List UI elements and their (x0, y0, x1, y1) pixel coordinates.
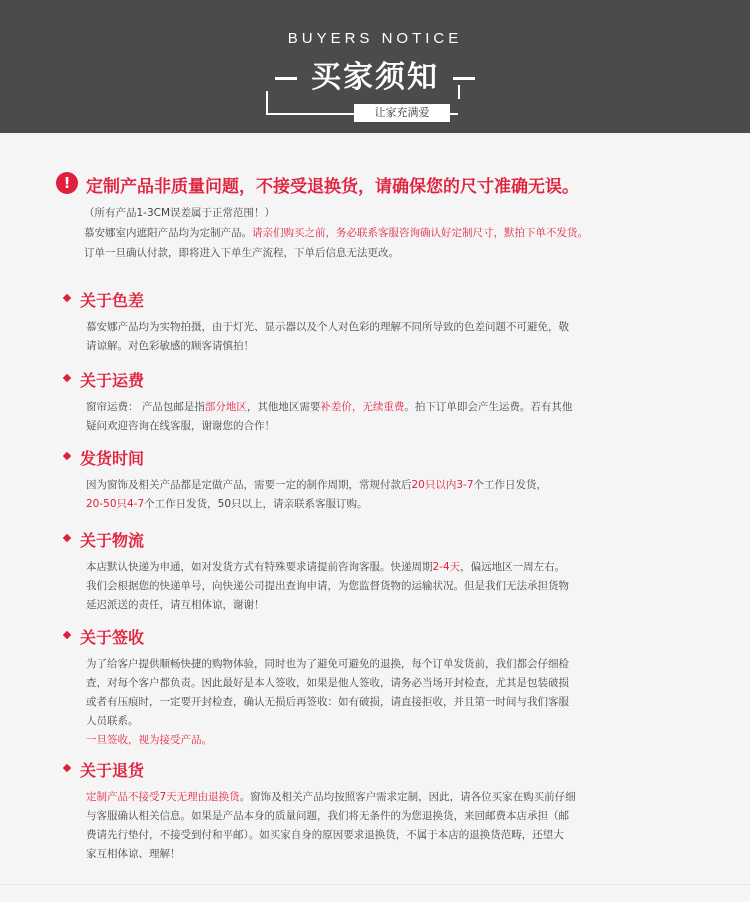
diamond-bullet-icon (63, 451, 71, 459)
body-text: 慕安娜产品均为实物拍摄，由于灯光、显示器以及个人对色彩的理解不同所导致的色差问题不可避免，敬 (86, 321, 569, 333)
section-heading (64, 528, 704, 552)
section-1 (64, 368, 704, 436)
header-english-title: BUYERS NOTICE (287, 30, 463, 47)
title-dash-left (275, 77, 297, 80)
warning-title: 定制产品非质量问题，不接受退换货，请确保您的尺寸准确无误。 (86, 177, 579, 197)
section-line (86, 826, 704, 845)
body-text: 人员联系。 (86, 715, 139, 727)
exclamation-icon: ! (56, 172, 78, 194)
diamond-bullet-icon (63, 533, 71, 541)
section-line (86, 495, 704, 514)
title-dash-right (453, 77, 475, 80)
diamond-bullet-icon (63, 293, 71, 301)
warning-line-3: 订单一旦确认付款，即将进入下单生产流程，下单后信息无法更改。 (84, 247, 399, 259)
header-slogan: 让家充满爱 (354, 104, 450, 122)
body-text: 请谅解。对色彩敏感的顾客请慎拍！ (86, 340, 254, 352)
section-body (86, 558, 704, 615)
section-line (86, 712, 704, 731)
warning-note: （所有产品1-3CM误差属于正常范围！） (84, 207, 276, 219)
body-text: 我们会根据您的快递单号，向快递公司提出查询申请，为您监督货物的运输状况。但是我们无法承担货物 (86, 580, 569, 592)
section-line (86, 398, 704, 417)
highlight-text: 20-50只4-7 (86, 498, 145, 510)
section-body (86, 476, 704, 514)
body-text: 或者有压痕时，一定要开封检查，确认无损后再签收：如有破损，请直接拒收，并且第一时间与我们客服 (86, 696, 569, 708)
diamond-bullet-icon (63, 373, 71, 381)
header-chinese-title (0, 52, 750, 96)
body-text: 本店默认快递为申通，如对发货方式有特殊要求请提前咨询客服。快递周期 (86, 561, 433, 573)
section-body (86, 318, 704, 356)
section-2 (64, 446, 704, 514)
section-line (86, 731, 704, 750)
highlight-text: 部分地区 (204, 401, 247, 413)
section-5 (64, 758, 704, 864)
section-line (86, 693, 704, 712)
section-line (86, 577, 704, 596)
section-line (86, 807, 704, 826)
body-text: 延迟派送的责任，请互相体谅，谢谢！ (86, 599, 265, 611)
section-body (86, 655, 704, 750)
section-line (86, 655, 704, 674)
section-title: 关于物流 (80, 531, 145, 550)
body-text: 。窗饰及相关产品均按照客户需求定制，因此，请各位买家在购买前仔细 (239, 791, 576, 803)
highlight-text: 20只以内3-7 (411, 479, 474, 491)
warning-line-2-red: 请亲们购买之前，务必联系客服咨询确认好定制尺寸，默拍下单不发货。 (252, 227, 588, 239)
section-0 (64, 288, 704, 356)
header-banner (0, 0, 750, 133)
section-heading (64, 288, 704, 312)
section-title: 关于色差 (80, 291, 145, 310)
warning-details (84, 203, 588, 263)
section-line (86, 845, 704, 864)
highlight-text: 补差价，无续重费 (320, 401, 405, 413)
diamond-bullet-icon (63, 630, 71, 638)
section-title: 发货时间 (80, 449, 145, 468)
body-text: 疑问欢迎咨询在线客服，谢谢您的合作！ (86, 420, 275, 432)
body-text: 查，对每个客户都负责。因此最好是本人签收，如果是他人签收，请务必当场开封检查，尤其是包装破损 (86, 677, 569, 689)
body-text: 个工作日发货， (473, 479, 548, 491)
body-text: 窗帘运费： 产品包邮是指 (86, 401, 205, 413)
section-title: 关于退货 (80, 761, 145, 780)
body-text: ，偏远地区一周左右。 (460, 561, 566, 573)
section-title: 关于运费 (80, 371, 145, 390)
section-line (86, 318, 704, 337)
section-heading (64, 625, 704, 649)
section-4 (64, 625, 704, 750)
section-heading (64, 368, 704, 392)
section-body (86, 398, 704, 436)
body-text: 为了给客户提供顺畅快捷的购物体验，同时也为了避免可避免的退换，每个订单发货前，我们都会仔细检 (86, 658, 569, 670)
section-line (86, 788, 704, 807)
bottom-divider (0, 884, 750, 885)
section-heading (64, 446, 704, 470)
section-line (86, 476, 704, 495)
warning-line-2 (84, 223, 588, 243)
highlight-text: 定制产品不接受7天无理由退换货 (86, 791, 240, 803)
section-line (86, 596, 704, 615)
body-text: 家互相体谅、理解！ (86, 848, 181, 860)
section-line (86, 558, 704, 577)
section-line (86, 674, 704, 693)
section-title: 关于签收 (80, 628, 145, 647)
highlight-text: 2-4天 (432, 561, 461, 573)
body-text: 。拍下订单即会产生运费。若有其他 (404, 401, 573, 413)
diamond-bullet-icon (63, 763, 71, 771)
section-line (86, 337, 704, 356)
body-text: 与客服确认相关信息。如果是产品本身的质量问题，我们将无条件的为您退换货，来回邮费本店承担（邮 (86, 810, 569, 822)
body-text: ，其他地区需要 (246, 401, 321, 413)
warning-line-2-plain: 慕安娜室内遮阳产品均为定制产品。 (84, 227, 252, 239)
section-body (86, 788, 704, 864)
body-text: 个工作日发货，50只以上，请亲联系客服订购。 (144, 498, 368, 510)
header-chinese-text: 买家须知 (311, 60, 439, 95)
body-text: 因为窗饰及相关产品都是定做产品，需要一定的制作周期，常规付款后 (86, 479, 412, 491)
section-heading (64, 758, 704, 782)
section-line (86, 417, 704, 436)
section-3 (64, 528, 704, 615)
highlight-text: 一旦签收，视为接受产品。 (86, 734, 212, 746)
body-text: 费请先行垫付，不接受到付和平邮）。如买家自身的原因要求退换货，不属于本店的退换货范畴，还望大 (86, 829, 564, 841)
